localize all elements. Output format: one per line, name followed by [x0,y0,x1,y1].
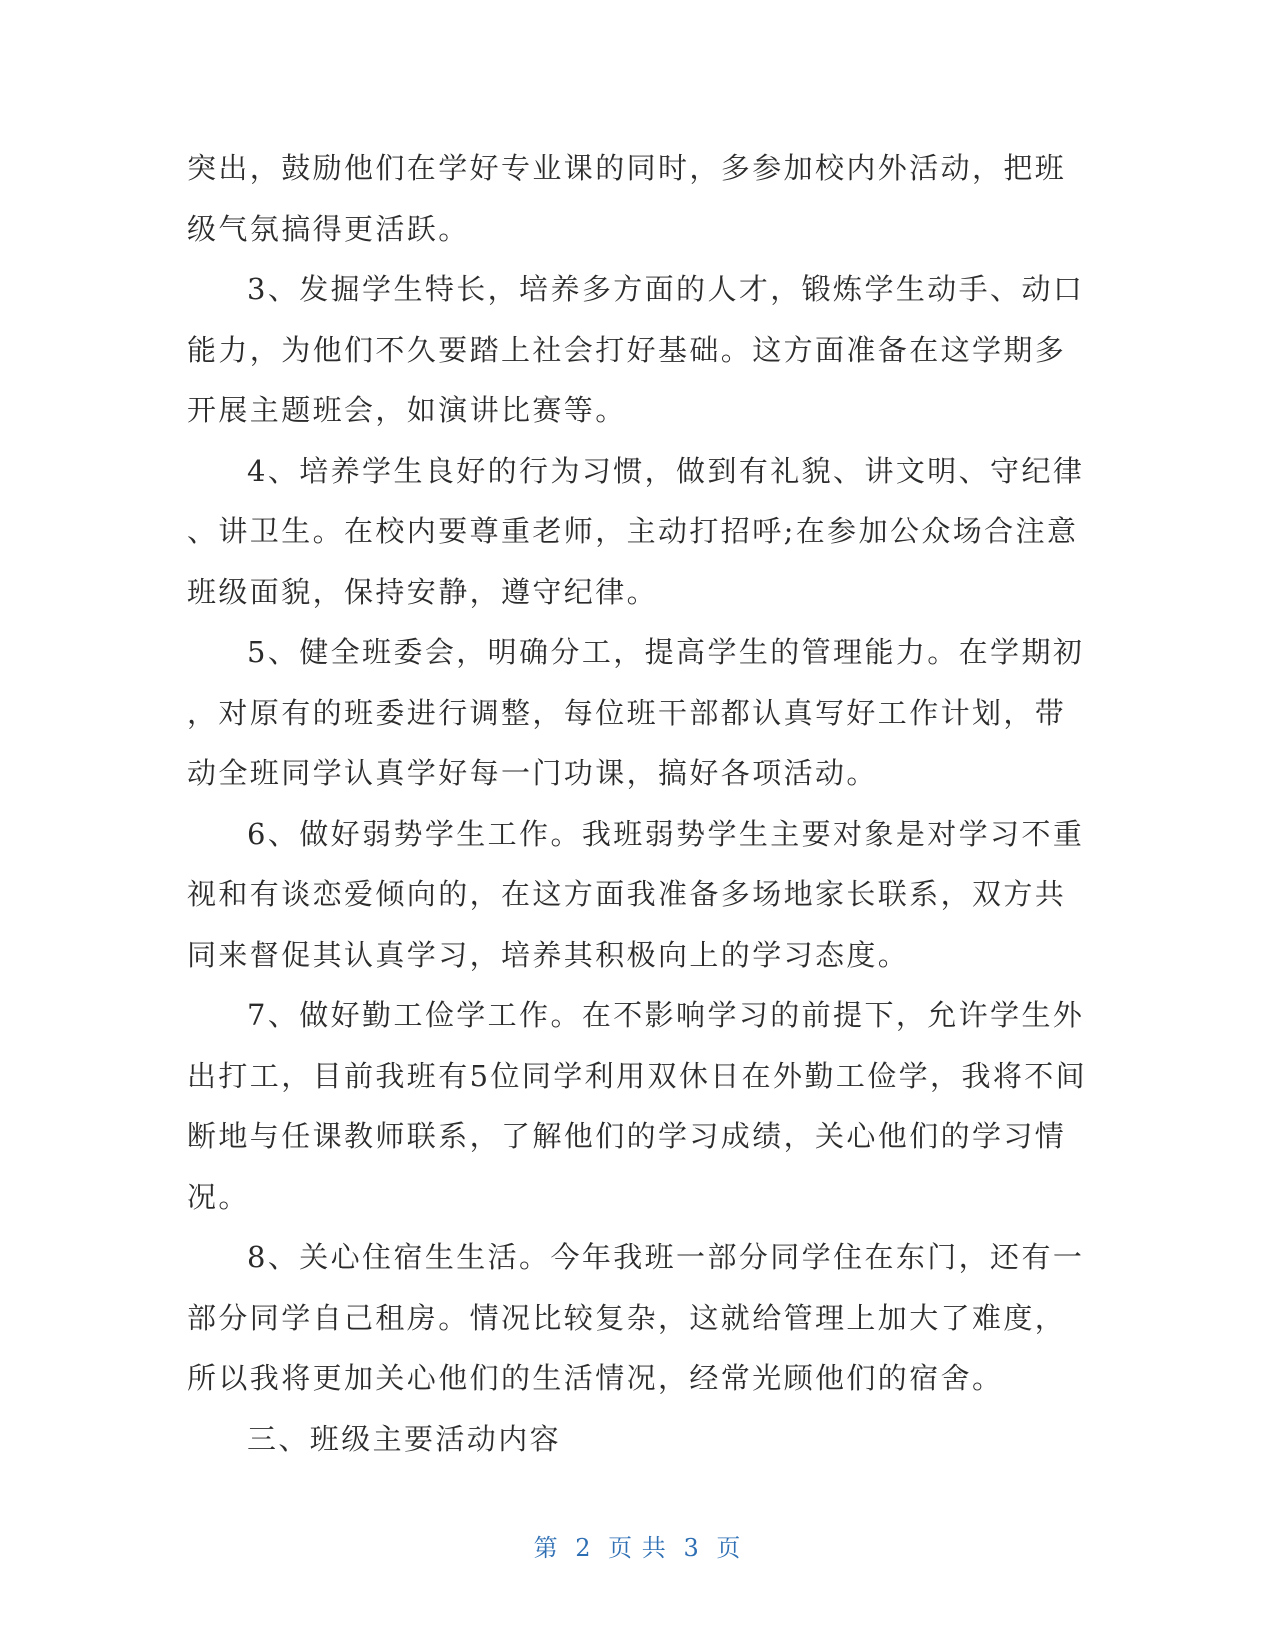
text-line: 出打工，目前我班有5位同学利用双休日在外勤工俭学，我将不间 [187,1058,1088,1093]
text-line: 部分同学自己租房。情况比较复杂，这就给管理上加大了难度， [187,1300,1067,1335]
text-line: 4、培养学生良好的行为习惯，做到有礼貌、讲文明、守纪律 [247,453,1085,488]
text-line: 动全班同学认真学好每一门功课，搞好各项活动。 [187,756,878,790]
text-line: 3、发掘学生特长，培养多方面的人才，锻炼学生动手、动口 [247,272,1085,306]
footer-middle: 页 共 [608,1534,667,1562]
text-line: 突出，鼓励他们在学好专业课的同时，多参加校内外活动，把班 [187,151,1067,185]
text-line: 开展主题班会，如演讲比赛等。 [187,393,627,427]
footer-prefix: 第 [533,1534,559,1562]
footer-current-page: 2 [575,1534,592,1562]
text-line: 6、做好弱势学生工作。我班弱势学生主要对象是对学习不重 [247,816,1085,851]
text-line: 所以我将更加关心他们的生活情况，经常光顾他们的宿舍。 [187,1361,1004,1395]
text-line: 级气氛搞得更活跃。 [187,211,470,246]
text-line: 同来督促其认真学习，培养其积极向上的学习态度。 [187,937,910,972]
text-line: 、讲卫生。在校内要尊重老师，主动打招呼;在参加公众场合注意 [187,514,1079,548]
text-line: 况。 [187,1179,250,1214]
text-line: 断地与任课教师联系，了解他们的学习成绩，关心他们的学习情 [187,1119,1067,1153]
footer-suffix: 页 [716,1534,742,1562]
text-line: 三、班级主要活动内容 [247,1421,562,1456]
page-footer [0,1528,1275,1563]
footer-total-pages: 3 [683,1534,700,1562]
document-body [187,138,1087,1469]
text-line: ，对原有的班委进行调整，每位班干部都认真写好工作计划，带 [187,695,1067,730]
text-line: 能力，为他们不久要踏上社会打好基础。这方面准备在这学期多 [187,332,1067,367]
text-line: 视和有谈恋爱倾向的，在这方面我准备多场地家长联系，双方共 [187,877,1067,911]
text-line: 5、健全班委会，明确分工，提高学生的管理能力。在学期初 [247,635,1085,669]
text-line: 班级面貌，保持安静，遵守纪律。 [187,574,659,609]
text-line: 7、做好勤工俭学工作。在不影响学习的前提下，允许学生外 [247,998,1085,1032]
text-line: 8、关心住宿生生活。今年我班一部分同学住在东门，还有一 [247,1240,1085,1274]
